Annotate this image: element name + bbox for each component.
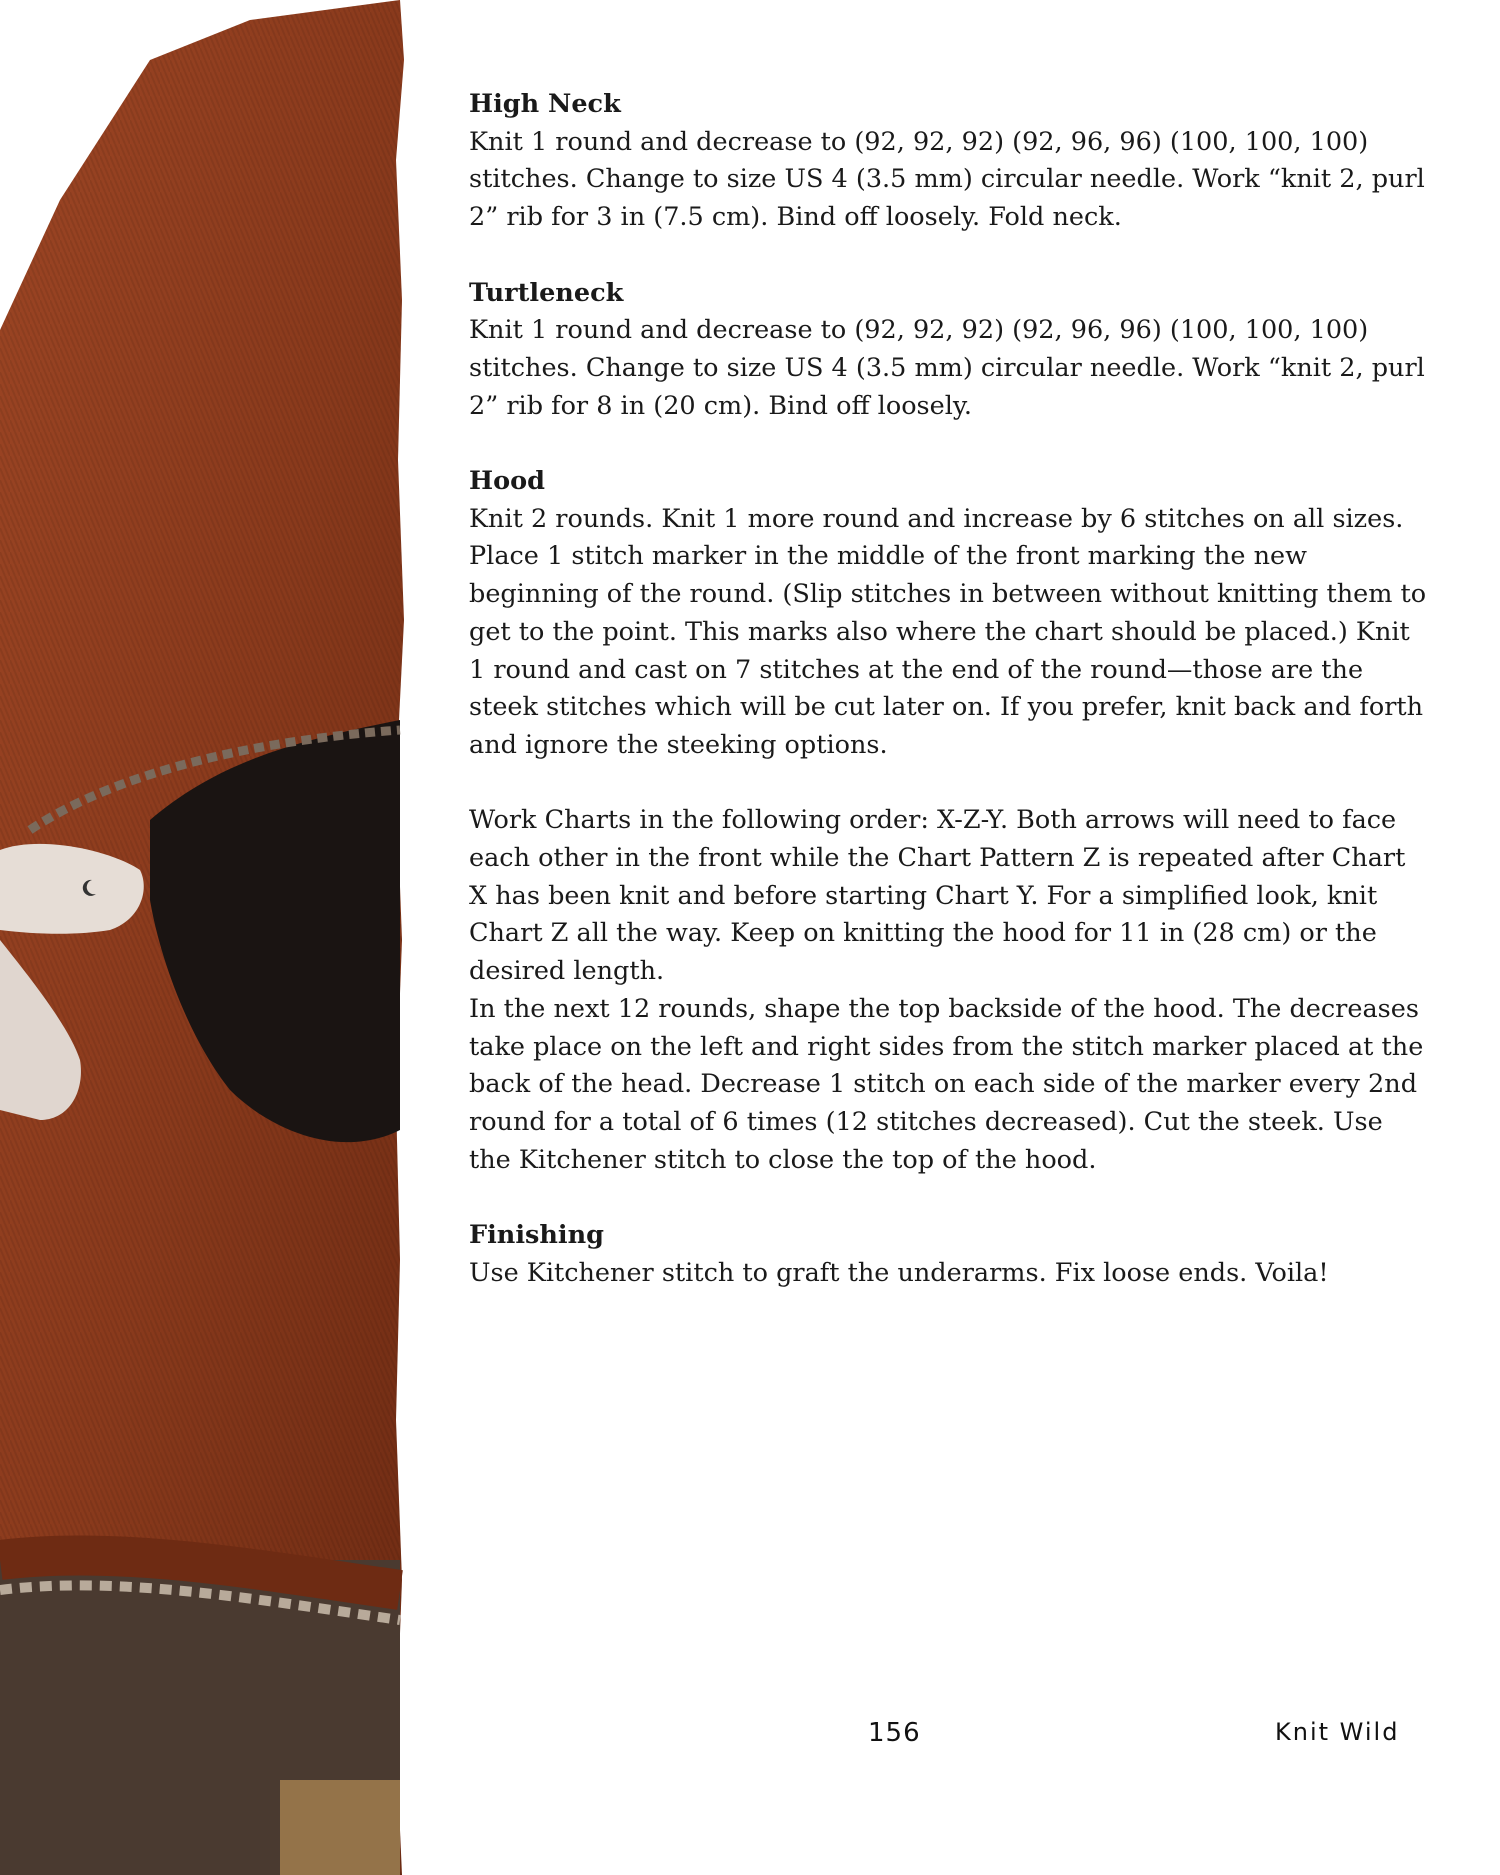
section-paragraph: Knit 2 rounds. Knit 1 more round and increase by 6 stitches on all sizes. Place 1 stitch marker in the middle of the front marking the new beginning of the round. (Slip stitches in between without knitting them to get to the point. This marks also where the chart should be placed.) Knit 1 round and cast on 7 stitches at the end of the round—those are the steek stitches which will be cut later on. If you prefer, knit back and forth and ignore the steeking options. <box>469 503 1427 760</box>
section-title: Turtleneck <box>469 277 624 308</box>
section-paragraph: Knit 1 round and decrease to (92, 92, 92) (92, 96, 96) (100, 100, 100) stitches. Change to size US 4 (3.5 mm) circular needle. Work “knit 2, purl 2” rib for 8 in (20 cm). Bind off loosely. <box>469 315 1425 421</box>
section-title: Finishing <box>469 1220 604 1251</box>
page-number: 156 <box>868 1718 921 1748</box>
running-footer-title: Knit Wild <box>1275 1718 1400 1746</box>
section-paragraph: In the next 12 rounds, shape the top backside of the hood. The decreases take place on the left and right sides from the stitch marker placed at the back of the head. Decrease 1 stitch on each side of the marker every 2nd round for a total of 6 times (12 stitches decreased). Cut the steek. Use the Kitchener stitch to close the top of the hood. <box>469 993 1424 1175</box>
section-finishing <box>469 1217 1429 1292</box>
section-paragraph: Knit 1 round and decrease to (92, 92, 92) (92, 96, 96) (100, 100, 100) stitches. Change to size US 4 (3.5 mm) circular needle. Work “knit 2, purl 2” rib for 3 in (7.5 cm). Bind off loosely. Fold neck. <box>469 126 1425 233</box>
section-paragraph: Work Charts in the following order: X-Z-Y. Both arrows will need to face each other in the front while the Chart Pattern Z is repeated after Chart X has been knit and before starting Chart Y. For a simplified look, knit Chart Z all the way. Keep on knitting the hood for 11 in (28 cm) or the desired length. <box>469 805 1406 987</box>
section-high-neck <box>469 86 1429 237</box>
section-paragraph: Use Kitchener stitch to graft the underarms. Fix loose ends. Voila! <box>469 1257 1329 1288</box>
section-hood <box>469 463 1429 1179</box>
section-title: Hood <box>469 466 545 496</box>
hooded-sweater-photo <box>0 0 420 1875</box>
section-turtleneck <box>469 275 1429 426</box>
pattern-instructions <box>469 86 1429 1330</box>
section-title: High Neck <box>469 89 621 119</box>
